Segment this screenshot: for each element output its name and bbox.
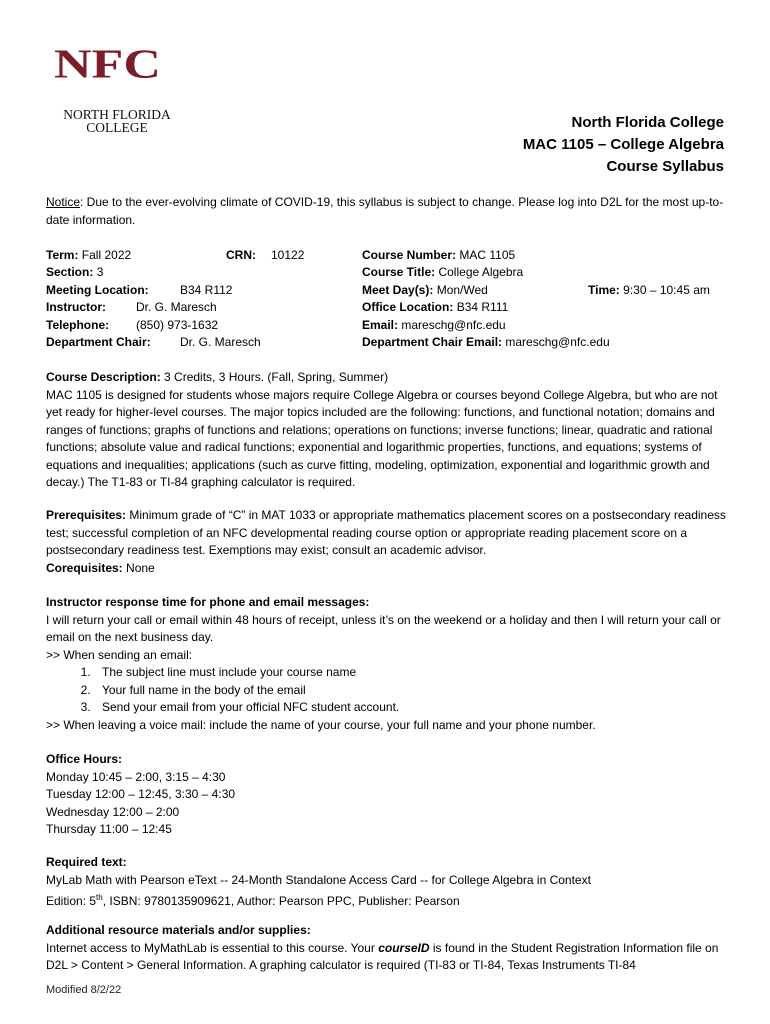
course-title-row: Course Title: College Algebra <box>362 265 524 279</box>
logo-school-name: NORTH FLORIDA COLLEGE <box>63 107 171 135</box>
notice: Notice: Due to the ever-evolving climate of COVID-19, this syllabus is subject to change. Please log into D2L for the most up-to-date information. <box>46 195 724 227</box>
crn-value: 10122 <box>271 248 305 262</box>
chair-value: Dr. G. Maresch <box>180 335 261 349</box>
logo-monogram: NFC <box>54 41 161 88</box>
required-text: Required text: MyLab Math with Pearson eText -- 24-Month Standalone Access Card -- for College Algebra in Context Edition: 5th, ISBN: 9780135909621, Author: Pearson PPC, Publisher: Pearson <box>46 855 591 908</box>
instructor-label: Instructor: <box>46 300 106 314</box>
term-row: Term: Fall 2022 <box>46 248 132 262</box>
time-row: Time: 9:30 – 10:45 am <box>588 283 710 297</box>
meet-days-row: Meet Day(s): Mon/Wed <box>362 283 488 297</box>
course-number-row: Course Number: MAC 1105 <box>362 248 516 262</box>
additional-resources: Additional resource materials and/or supplies: Internet access to MyMathLab is essential to this course. Your courseID is found in the Student Registration Information file on D2L > Content > General Information. A graphing calculator is required (TI-83 or TI-84, Texas Instruments TI-84 <box>46 923 719 972</box>
page-title: North Florida College MAC 1105 – College Algebra Course Syllabus <box>522 114 724 175</box>
office-hours: Office Hours: Monday 10:45 – 2:00, 3:15 – 4:30 Tuesday 12:00 – 12:45, 3:30 – 4:30 Wednesday 12:00 – 2:00 Thursday 11:00 – 12:45 <box>46 752 236 836</box>
instructor-value: Dr. G. Maresch <box>136 300 217 314</box>
section-row: Section: 3 <box>46 265 104 279</box>
crn-row: CRN: <box>226 248 256 262</box>
email-instructions-list <box>46 664 730 717</box>
list-item: 2. Your full name in the body of the email <box>94 682 730 700</box>
chair-email-row: Department Chair Email: mareschg@nfc.edu <box>362 335 610 349</box>
course-description: Course Description: 3 Credits, 3 Hours. (Fall, Spring, Summer) MAC 1105 is designed for students whose majors require College Algebra or courses beyond College Algebra, but who are not yet ready for higher-level courses. The major topics included are the following: functions, and functional notation; domains and ranges of functions; graphs of functions and relations; operations on functions; inverse functions; linear, quadratic and rational functions; absolute value and radical functions; exponential and logarithmic properties, functions, and equations; systems of equations and inequalities; applications (such as curve fitting, modeling, optimization, exponential and logarithmic growth and decay.) The T1-83 or TI-84 graphing calculator is required. <box>46 370 718 489</box>
modified-date: Modified 8/2/22 <box>46 984 122 996</box>
meeting-value: B34 R112 <box>180 283 233 297</box>
office-location-row: Office Location: B34 R111 <box>362 300 509 314</box>
response-time-section: Instructor response time for phone and email messages: I will return your call or email within 48 hours of receipt, unless it’s on the weekend or a holiday and then I will return your call or email on the next business day. >> When sending an email: 1. The subject line must include your course name 2. Your full name in the body of the email 3. Send your email from your official NFC student account. >> When leaving a voice mail: include the name of your course, your full name and your phone number. <box>46 594 730 734</box>
meeting-label: Meeting Location: <box>46 283 149 297</box>
telephone-value: (850) 973-1632 <box>136 318 219 332</box>
prerequisites: Prerequisites: Minimum grade of “C” in MAT 1033 or appropriate mathematics placement scores on a postsecondary readiness test; successful completion of an NFC developmental reading course option or appropriate reading placement score on a postsecondary readiness test. Exemptions may exist; consult an academic advisor. Corequisites: None <box>46 508 726 575</box>
list-item: 3. Send your email from your official NFC student account. <box>94 699 730 717</box>
list-item: 1. The subject line must include your course name <box>94 664 730 682</box>
nfc-logo <box>52 41 192 136</box>
telephone-label: Telephone: <box>46 318 110 332</box>
email-row: Email: mareschg@nfc.edu <box>362 318 506 332</box>
chair-label: Department Chair: <box>46 335 151 349</box>
